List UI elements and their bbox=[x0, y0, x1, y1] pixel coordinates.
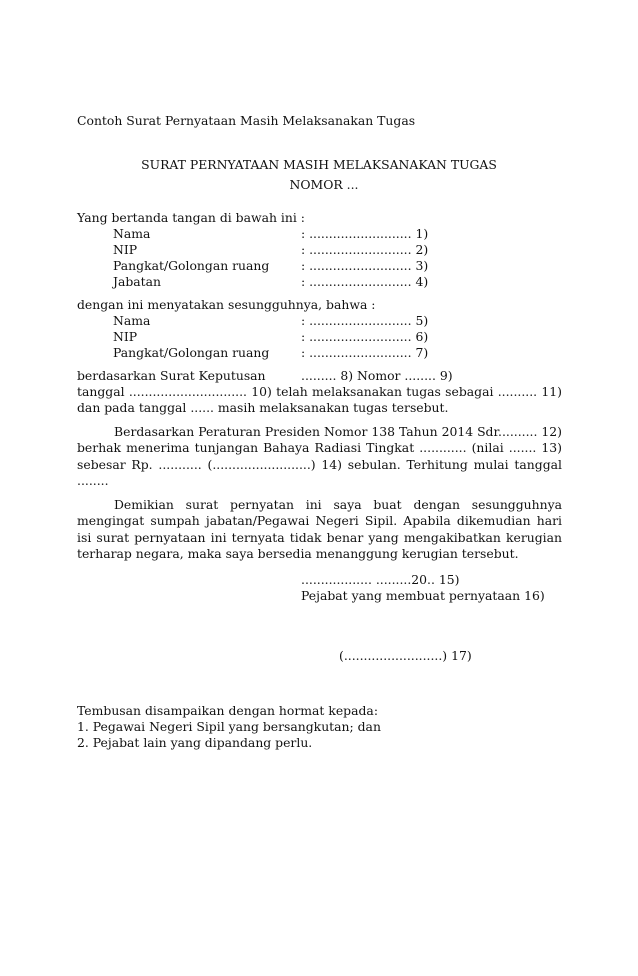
document-title: Contoh Surat Pernyataan Masih Melaksanakan Tugas bbox=[77, 113, 416, 128]
sk-label: berdasarkan Surat Keputusan bbox=[77, 368, 266, 383]
field-value: : .......................... 4) bbox=[301, 274, 429, 289]
paragraph-3: Demikian surat pernyatan ini saya buat dengan sesungguhnya mengingat sumpah jabatan/Pegawai Negeri Sipil. Apabila dikemudian hari isi surat pernyataan ini ternyata tidak benar yang mengakibatkan kerugian terharap negara, maka saya bersedia menanggung kerugian tersebut. bbox=[77, 497, 562, 561]
intro-text: Yang bertanda tangan di bawah ini : bbox=[77, 210, 305, 225]
place-date: .................. .........20.. 15) bbox=[301, 572, 460, 587]
field-label: NIP bbox=[113, 242, 138, 257]
sk-value: ......... 8) Nomor ........ 9) bbox=[301, 368, 453, 383]
field-label: Jabatan bbox=[113, 274, 162, 289]
cc-item: 1. Pegawai Negeri Sipil yang bersangkutan; dan bbox=[77, 719, 381, 734]
field-value: : .......................... 5) bbox=[301, 313, 429, 328]
signature-line: (.........................) 17) bbox=[339, 648, 472, 663]
paragraph-1-line-2: dan pada tanggal ...... masih melaksanakan tugas tersebut. bbox=[77, 400, 449, 415]
field-value: : .......................... 3) bbox=[301, 258, 429, 273]
cc-item: 2. Pejabat lain yang dipandang perlu. bbox=[77, 735, 313, 750]
field-label: Pangkat/Golongan ruang bbox=[113, 258, 270, 273]
field-value: : .......................... 1) bbox=[301, 226, 429, 241]
field-value: : .......................... 2) bbox=[301, 242, 429, 257]
signer-title: Pejabat yang membuat pernyataan 16) bbox=[301, 588, 545, 603]
paragraph-2: Berdasarkan Peraturan Presiden Nomor 138 Tahun 2014 Sdr.......... 12) berhak menerima tunjangan Bahaya Radiasi Tingkat ............ (nilai ....... 13) sebesar Rp. ........... (.........................) 14) sebulan. Terhitung mulai tanggal ........ bbox=[77, 424, 562, 488]
paragraph-1-line-1: tanggal .............................. 10) telah melaksanakan tugas sebagai .......... 11) bbox=[77, 384, 562, 399]
letter-number: NOMOR ... bbox=[289, 177, 359, 192]
field-label: Nama bbox=[113, 226, 151, 241]
letter-heading: SURAT PERNYATAAN MASIH MELAKSANAKAN TUGAS bbox=[141, 157, 497, 172]
cc-heading: Tembusan disampaikan dengan hormat kepada: bbox=[77, 703, 378, 718]
declaration-text: dengan ini menyatakan sesungguhnya, bahwa : bbox=[77, 297, 376, 312]
field-label: Pangkat/Golongan ruang bbox=[113, 345, 270, 360]
field-value: : .......................... 7) bbox=[301, 345, 429, 360]
field-label: NIP bbox=[113, 329, 138, 344]
field-value: : .......................... 6) bbox=[301, 329, 429, 344]
field-label: Nama bbox=[113, 313, 151, 328]
